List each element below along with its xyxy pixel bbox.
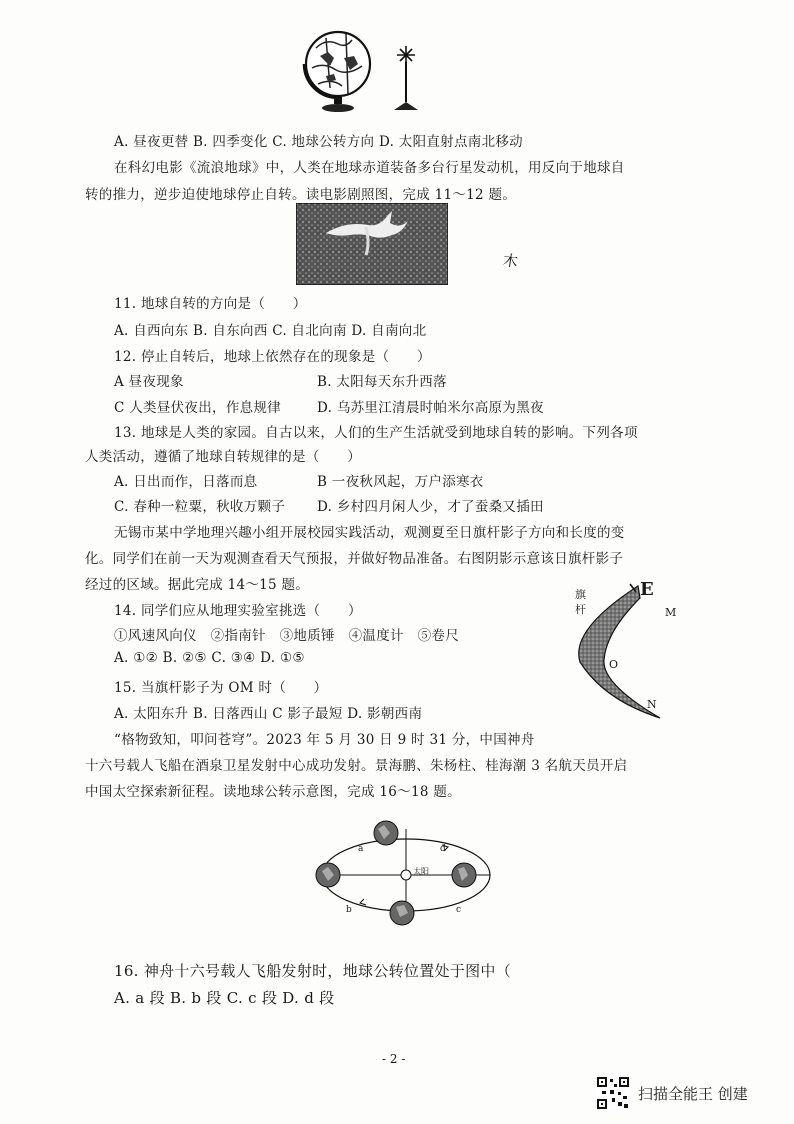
passage-16-18-line3: 中国太空探索新征程。读地球公转示意图，完成 16～18 题。 (85, 784, 461, 800)
qr-code-icon (596, 1076, 630, 1110)
direction-e-label: E (640, 579, 654, 600)
segment-c-label: c (456, 905, 462, 915)
point-n-label: N (647, 698, 657, 711)
orbit-figure (306, 805, 506, 935)
q13-option-d: D. 乡村四月闲人少，才了蚕桑又插田 (317, 499, 544, 515)
passage-11-12-line1: 在科幻电影《流浪地球》中，人类在地球赤道装备多台行星发动机，用反向于地球自 (114, 160, 625, 176)
passage-16-18-line2: 十六号载人飞船在酒泉卫星发射中心成功发射。景海鹏、朱杨柱、桂海潮 3 名航天员开启 (85, 758, 628, 774)
q10-options: A. 昼夜更替 B. 四季变化 C. 地球公转方向 D. 太阳直射点南北移动 (114, 134, 523, 150)
q15-options: A. 太阳东升 B. 日落西山 C 影子最短 D. 影朝西南 (114, 706, 423, 722)
point-m-label: M (665, 606, 677, 619)
passage-16-18-line1: “格物致知，叩问苍穹”。2023 年 5 月 30 日 9 时 31 分，中国神舟 (114, 732, 535, 748)
passage-14-15-line1: 无锡市某中学地理兴趣小组开展校园实践活动，观测夏至日旗杆影子方向和长度的变 (114, 525, 625, 541)
sun-label: 太阳 (413, 867, 429, 876)
q11-options: A. 自西向东 B. 自东向西 C. 自北向南 D. 自南向北 (114, 323, 427, 339)
watermark-text: 扫描全能王 创建 (638, 1084, 748, 1103)
segment-d-label: d (440, 844, 446, 854)
flagpole-label: 旗杆 (575, 588, 586, 616)
q16-stem: 16. 神舟十六号载人飞船发射时，地球公转位置处于图中（ (114, 962, 512, 980)
q12-option-d: D. 乌苏里江清晨时帕米尔高原为黑夜 (317, 400, 544, 416)
q12-option-b: B. 太阳每天东升西落 (317, 374, 447, 390)
passage-14-15-line3: 经过的区域。据此完成 14～15 题。 (85, 577, 310, 593)
segment-b-label: b (346, 905, 352, 915)
point-o-label: O (609, 658, 619, 671)
q15-stem: 15. 当旗杆影子为 OM 时（ ） (114, 680, 328, 696)
page-number: - 2 - (382, 1052, 406, 1066)
passage-14-15-line2: 化。同学们在前一天为观测查看天气预报，并做好物品准备。右图阴影示意该日旗杆影子 (85, 551, 624, 567)
scanner-watermark (596, 1073, 748, 1113)
q13-option-a: A. 日出而作，日落而息 (114, 474, 258, 490)
q16-options: A. a 段 B. b 段 C. c 段 D. d 段 (114, 989, 335, 1007)
q13-stem-line2: 人类活动，遵循了地球自转规律的是（ ） (85, 449, 361, 465)
q13-stem-line1: 13. 地球是人类的家园。自古以来，人们的生产生活就受到地球自转的影响。下列各项 (114, 425, 638, 441)
q14-items: ①风速风向仪 ②指南针 ③地质锤 ④温度计 ⑤卷尺 (114, 628, 459, 644)
segment-a-label: a (358, 844, 364, 854)
globe-and-lamp-figure (296, 18, 436, 118)
q14-options: A. ①② B. ②⑤ C. ③④ D. ①⑤ (114, 650, 305, 666)
q12-stem: 12. 停止自转后，地球上依然存在的现象是（ ） (114, 349, 431, 365)
q13-option-b: B 一夜秋风起，万户添寒衣 (317, 474, 484, 490)
q12-option-c: C 人类昼伏夜出，作息规律 (114, 400, 282, 416)
stray-glyph: 木 (501, 251, 520, 271)
q13-option-c: C. 春种一粒粟，秋收万颗子 (114, 499, 286, 515)
q12-option-a: A 昼夜现象 (114, 374, 184, 390)
movie-still-image (296, 203, 448, 285)
passage-11-12-line2: 转的推力，逆步迫使地球停止自转。读电影剧照图，完成 11～12 题。 (85, 187, 517, 203)
q14-stem: 14. 同学们应从地理实验室挑选（ ） (114, 603, 362, 619)
q11-stem: 11. 地球自转的方向是（ ） (114, 296, 307, 312)
